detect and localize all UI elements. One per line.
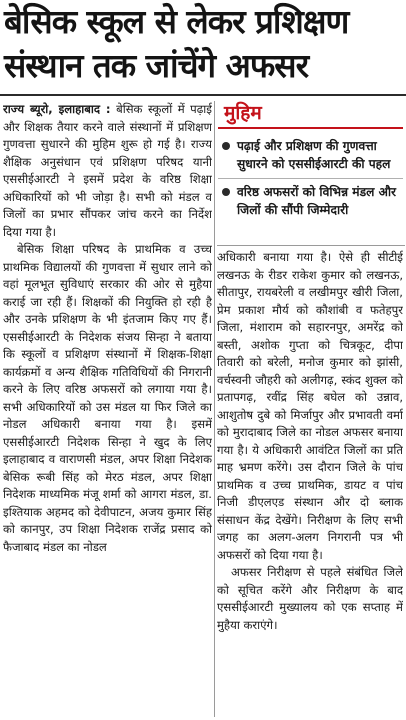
body-paragraph-continued: अधिकारी बनाया गया है। ऐसे ही सीटीई लखनऊ के रीडर राकेश कुमार को लखनऊ, सीतापुर, रायबरेली व लखीमपुर खीरी जिला, प्रेम प्रकाश मौर्य को कौशांबी व फतेहपुर जिला, मंशाराम को सहारनपुर, अमरेंद्र को बस्ती, अशोक गुप्ता को चित्रकूट, दीपा तिवारी को बरेली, मनोज कुमार को झांसी, वर्चस्वनी जौहरी को अलीगढ़, स्कंद शुक्ल को प्रतापगढ़, रवींद्र सिंह बघेल को उन्नाव, आशुतोष दुबे को मिर्जापुर और प्रभावती वर्मा को मुरादाबाद जिले का नोडल अफसर बनाया गया है। ये अधिकारी आवंटित जिलों का प्रति माह भ्रमण करेंगे। उस दौरान जिले के पांच प्राथमिक व उच्च प्राथमिक, डायट व पांच निजी डीएलएड संस्थान और दो ब्लाक संसाधन केंद्र देखेंगे। निरीक्षण के लिए सभी जगह का अलग-अलग निगरानी पत्र भी अफसरों को दिया गया है। [217,250,403,562]
highlight-point-text: पढ़ाई और प्रशिक्षण की गुणवत्ता सुधारने को एससीईआरटी की पहल [237,139,391,171]
lead-paragraph [3,101,212,241]
highlight-box-bottom-rule [217,245,405,246]
highlight-point-text: वरिष्ठ अफसरों को विभिन्न मंडल और जिलों की सौंपी जिम्मेदारी [237,185,397,217]
highlight-box [218,101,403,244]
highlight-point [218,178,403,224]
article-column-right [217,249,403,717]
column-divider [214,101,215,717]
headline-rule [0,94,406,96]
bullet-icon [222,142,230,150]
headline [4,0,404,88]
lead-text: बेसिक स्कूलों में पढ़ाई और शिक्षक तैयार करने वाले संस्थानों में प्रशिक्षण गुणवत्ता सुधारने की मुहिम शुरू हो गई है। राज्य शैक्षिक अनुसंधान एवं प्रशिक्षण परिषद यानी एससीईआरटी ने इसमें प्रदेश के वरिष्ठ शिक्षा अधिकारियों को भी जोड़ा है। सभी को मंडल व जिलों का प्रभार सौंपकर जांच करने का निर्देश दिया गया है। [3,102,212,239]
highlight-box-title: मुहिम [224,102,262,124]
bullet-icon [222,188,230,196]
headline-line-2: संस्थान तक जांचेंगे अफसर [4,46,309,85]
dateline: राज्य ब्यूरो, इलाहाबाद : [3,102,111,116]
body-paragraph: बेसिक शिक्षा परिषद के प्राथमिक व उच्च प्राथमिक विद्यालयों की गुणवत्ता में सुधार लाने को वहां मूलभूत सुविधाएं सरकार की ओर से मुहैया कराई जा रही हैं। शिक्षकों की नियुक्ति हो रही है और उनके प्रशिक्षण के भी इंतजाम किए गए हैं। एससीईआरटी के निदेशक संजय सिन्हा ने बताया कि स्कूलों व प्रशिक्षण संस्थानों में शिक्षक-शिक्षा कार्यक्रमों व अन्य शैक्षिक गतिविधियों की निगरानी करने के लिए वरिष्ठ अफसरों को लगाया गया है। सभी अधिकारियों को उस मंडल या फिर जिले का नोडल अधिकारी बनाया गया है। इसमें एससीईआरटी निदेशक सिन्हा ने खुद के लिए इलाहाबाद व वाराणसी मंडल, अपर शिक्षा निदेशक बेसिक रूबी सिंह को मेरठ मंडल, अपर शिक्षा निदेशक माध्यमिक मंजू शर्मा को आगरा मंडल, डा. इश्तियाक अहमद को देवीपाटन, अजय कुमार सिंह को कानपुर, उप शिक्षा निदेशक राजेंद्र प्रसाद को फैजाबाद मंडल का नोडल [3,242,212,554]
highlight-point [218,133,403,178]
body-paragraph-last: अफसर निरीक्षण से पहले संबंधित जिले को सूचित करेंगे और निरीक्षण के बाद एससीईआरटी मुख्यालय को एक सप्ताह में मुहैया कराएंगे। [217,565,403,632]
article-column-left [3,101,212,717]
highlight-box-rule [218,127,403,129]
headline-line-1: बेसिक स्कूल से लेकर प्रशिक्षण [4,2,349,41]
